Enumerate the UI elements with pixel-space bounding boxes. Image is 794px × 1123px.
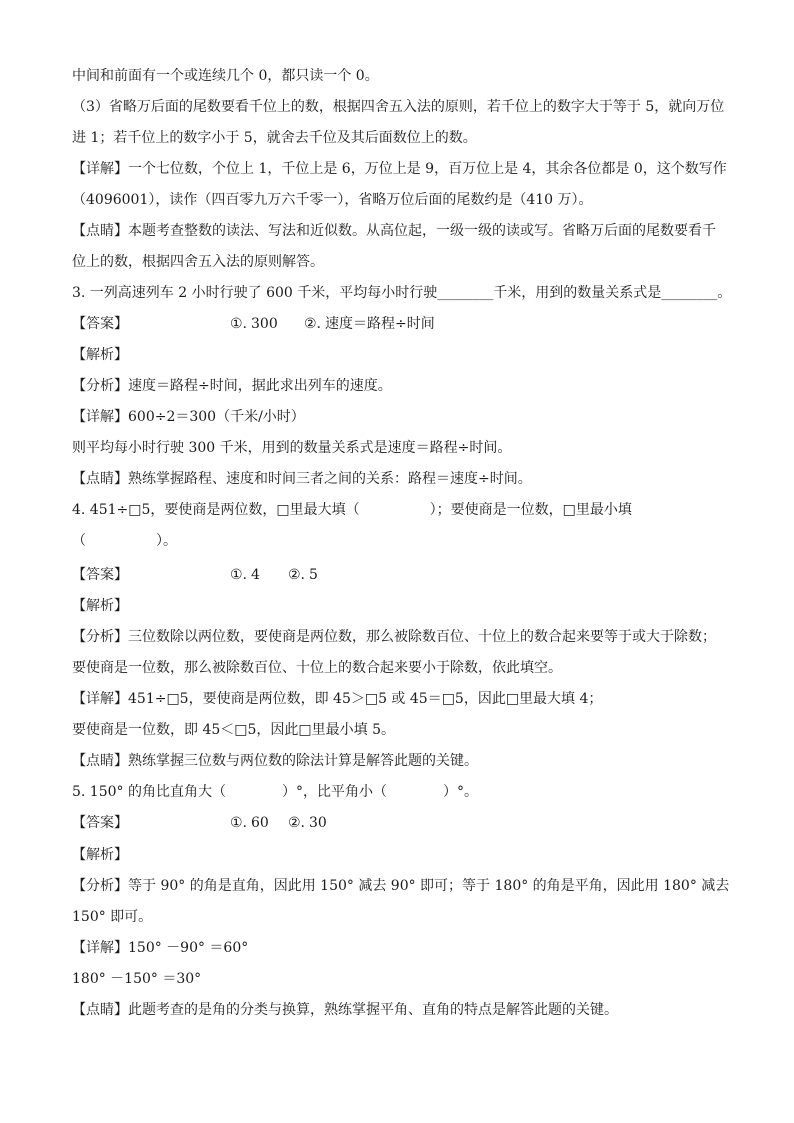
answer-2: ②. 速度＝路程÷时间: [304, 316, 435, 332]
answer-2: ②. 30: [288, 815, 327, 831]
text-line: 【详解】150° －90° ＝60°: [72, 940, 249, 956]
text-line: （3）省略万后面的尾数要看千位上的数，根据四舍五入法的原则，若千位上的数字大于等于 5，就向万位: [72, 99, 725, 115]
question-5: 5. 150° 的角比直角大（ ）°，比平角小（ ）°。: [72, 784, 478, 800]
answer-label: 【答案】: [72, 567, 128, 583]
text-line: 【点睛】熟练掌握路程、速度和时间三者之间的关系：路程＝速度÷时间。: [72, 471, 532, 487]
text-line: 【分析】三位数除以两位数，要使商是两位数，那么被除数百位、十位上的数合起来要等于或大于除数；: [72, 629, 716, 645]
answer-1: ①. 300: [230, 316, 278, 332]
text-line: 【点睛】熟练掌握三位数与两位数的除法计算是解答此题的关键。: [72, 753, 478, 769]
text-line: 要使商是一位数，即 45＜□5，因此□里最小填 5。: [72, 722, 395, 738]
text-line: 【详解】600÷2＝300（千米/小时）: [72, 409, 305, 425]
text-line: 位上的数，根据四舍五入法的原则解答。: [72, 254, 324, 270]
text-line: 150° 即可。: [72, 909, 153, 925]
question-3: 3. 一列高速列车 2 小时行驶了 600 千米，平均每小时行驶________千米，用到的数量关系式是________。: [72, 285, 732, 301]
answer-row-q4: [72, 565, 732, 585]
text-line: 【详解】451÷□5，要使商是两位数，即 45＞□5 或 45＝□5，因此□里最大填 4；: [72, 691, 603, 707]
answer-label: 【答案】: [72, 815, 128, 831]
text-line: 【点睛】此题考查的是角的分类与换算，熟练掌握平角、直角的特点是解答此题的关键。: [72, 1002, 618, 1018]
text-line: 【解析】: [72, 847, 128, 863]
answer-row-q5: [72, 813, 732, 833]
text-line: 进 1；若千位上的数字小于 5，就舍去千位及其后面数位上的数。: [72, 130, 477, 146]
text-line: 则平均每小时行驶 300 千米，用到的数量关系式是速度＝路程÷时间。: [72, 440, 512, 456]
text-line: 【解析】: [72, 347, 128, 363]
answer-label: 【答案】: [72, 316, 128, 332]
answer-1: ①. 4: [230, 567, 260, 583]
text-line: 【点睛】本题考查整数的读法、写法和近似数。从高位起，一级一级的读或写。省略万后面的尾数要看千: [72, 223, 716, 239]
text-line: 【详解】一个七位数，个位上 1，千位上是 6，万位上是 9，百万位上是 4，其余各位都是 0，这个数写作: [72, 161, 727, 177]
text-line: 180° －150° ＝30°: [72, 971, 202, 987]
text-line: 中间和前面有一个或连续几个 0，都只读一个 0。: [72, 68, 379, 84]
text-line: （4096001），读作（四百零九万六千零一），省略万位后面的尾数约是（410 万）。: [72, 192, 593, 208]
answer-row-q3: [72, 314, 732, 334]
text-line: 【分析】等于 90° 的角是直角，因此用 150° 减去 90° 即可；等于 180° 的角是平角，因此用 180° 减去: [72, 878, 730, 894]
text-line: （ ）。: [72, 533, 177, 549]
question-4: 4. 451÷□5，要使商是两位数，□里最大填（ ）；要使商是一位数，□里最小填: [72, 502, 632, 518]
answer-1: ①. 60: [230, 815, 269, 831]
answer-2: ②. 5: [288, 567, 318, 583]
text-line: 【分析】速度＝路程÷时间，据此求出列车的速度。: [72, 378, 392, 394]
text-line: 【解析】: [72, 598, 128, 614]
text-line: 要使商是一位数，那么被除数百位、十位上的数合起来要小于除数，依此填空。: [72, 660, 562, 676]
